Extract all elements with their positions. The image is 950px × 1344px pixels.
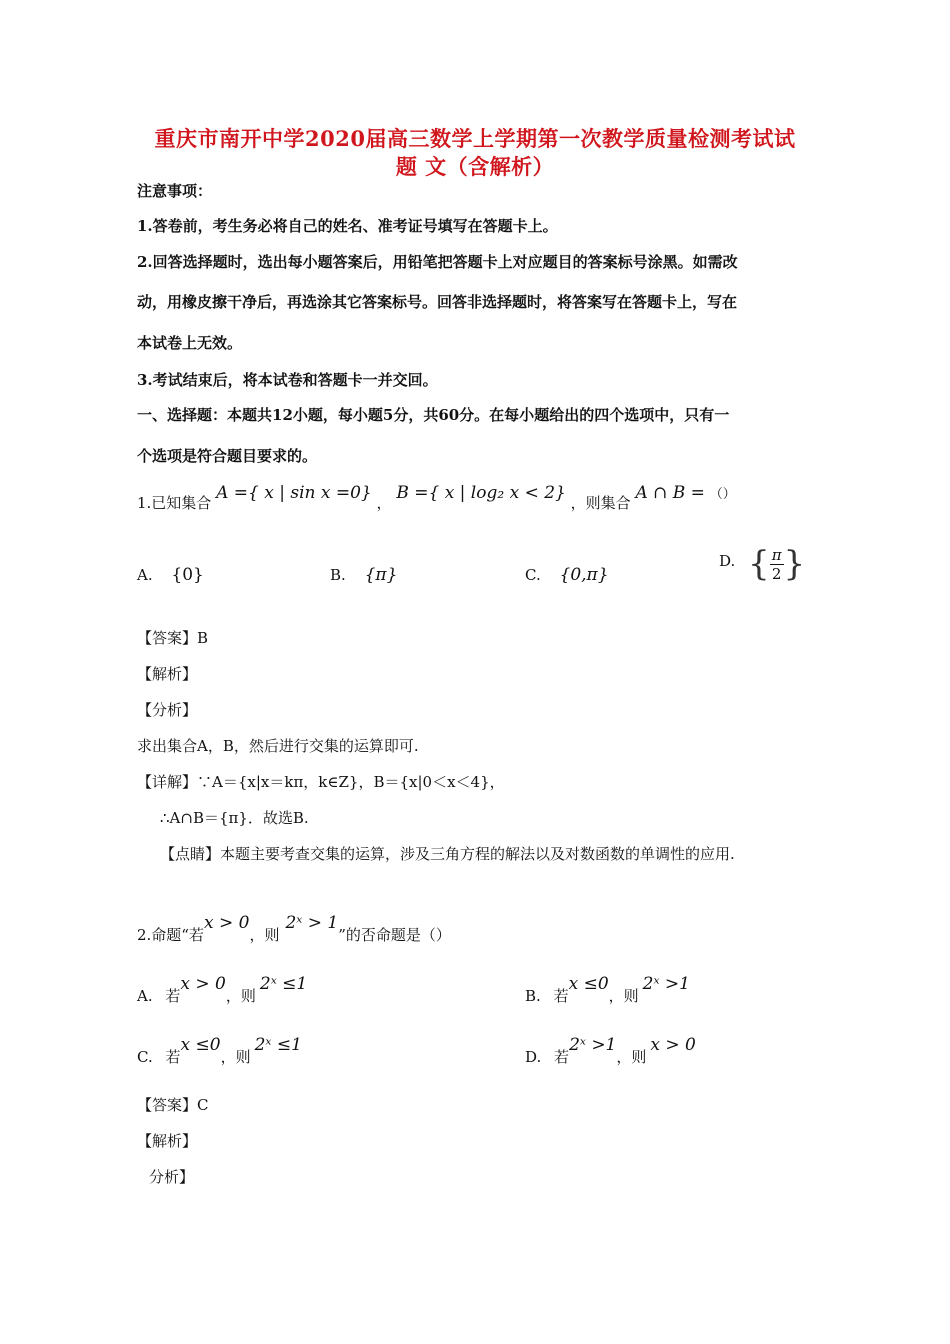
q2-option-c-ruo: 若 bbox=[165, 1048, 181, 1066]
q2-option-d-condition: 2ˣ >1 bbox=[569, 1035, 617, 1055]
section-heading-line2: 个选项是符合题目要求的。 bbox=[137, 447, 318, 465]
q2-mid: ，则 bbox=[249, 926, 280, 944]
q2-option-b-label: B. bbox=[525, 987, 541, 1005]
q2-option-b-ze: ，则 bbox=[608, 987, 639, 1005]
q1-option-d-label: D. bbox=[719, 552, 736, 570]
q1-suffix: ，则集合 bbox=[570, 494, 631, 512]
q1-option-b-label: B. bbox=[330, 566, 346, 584]
q1-option-d-fraction bbox=[770, 546, 784, 583]
q1-paren: （） bbox=[709, 487, 736, 502]
q1-option-b-value: {π} bbox=[364, 565, 398, 585]
q1-option-c-label: C. bbox=[525, 566, 541, 584]
q2-option-a-ruo: 若 bbox=[165, 987, 181, 1005]
q1-option-d-numerator: π bbox=[771, 545, 782, 564]
notice-item-3: 3.考试结束后，将本试卷和答题卡一并交回。 bbox=[137, 371, 438, 389]
question-1-stem bbox=[137, 482, 736, 512]
q1-detail-line2: ∴A∩B＝{π}．故选B. bbox=[160, 809, 309, 827]
q1-fenxi-heading: 【分析】 bbox=[137, 701, 198, 719]
q2-option-a bbox=[137, 973, 308, 1005]
notice-heading: 注意事项： bbox=[137, 182, 213, 200]
q2-option-d-ruo: 若 bbox=[554, 1048, 570, 1066]
q1-expression: A ∩ B = bbox=[635, 483, 705, 503]
q2-option-a-condition: x > 0 bbox=[180, 974, 226, 994]
q2-option-a-conclusion: 2ˣ ≤1 bbox=[259, 974, 308, 994]
doc-title-line1: 重庆市南开中学2020届高三数学上学期第一次教学质量检测考试试 bbox=[154, 126, 796, 151]
q2-option-d-label: D. bbox=[525, 1048, 542, 1066]
q1-jiexi: 【解析】 bbox=[137, 665, 198, 683]
q1-detail-line1: 【详解】∵A＝{x|x＝kπ，k∈Z}，B＝{x|0＜x＜4}， bbox=[137, 773, 505, 791]
q2-option-c-condition: x ≤0 bbox=[180, 1035, 221, 1055]
q1-option-a-value: {0} bbox=[171, 565, 204, 585]
q1-set-a: A ={ x | sin x =0} bbox=[216, 483, 372, 503]
q2-jiexi: 【解析】 bbox=[137, 1132, 198, 1150]
notice-item-2b: 动，用橡皮擦干净后，再选涂其它答案标号。回答非选择题时，将答案写在答题卡上，写在 bbox=[137, 293, 738, 311]
q2-option-c-label: C. bbox=[137, 1048, 153, 1066]
q1-fenxi-text: 求出集合A，B，然后进行交集的运算即可. bbox=[137, 737, 419, 755]
q1-option-b bbox=[330, 565, 397, 585]
q2-option-c bbox=[137, 1034, 302, 1066]
q1-separator: ， bbox=[376, 494, 392, 512]
q2-option-a-label: A. bbox=[137, 987, 153, 1005]
q2-option-d-conclusion: x > 0 bbox=[650, 1035, 696, 1055]
section-heading-line1: 一、选择题：本题共12小题，每小题5分，共60分。在每小题给出的四个选项中，只有一 bbox=[137, 406, 730, 424]
q2-option-b-conclusion: 2ˣ >1 bbox=[642, 974, 690, 994]
q2-option-d-ze: ，则 bbox=[616, 1048, 647, 1066]
q2-option-d bbox=[525, 1034, 696, 1066]
q2-option-b-ruo: 若 bbox=[553, 987, 569, 1005]
q1-comment: 【点睛】本题主要考查交集的运算，涉及三角方程的解法以及对数函数的单调性的应用. bbox=[160, 845, 735, 863]
q1-option-d-denominator: 2 bbox=[771, 564, 782, 583]
q2-option-c-conclusion: 2ˣ ≤1 bbox=[254, 1035, 302, 1055]
notice-item-2c: 本试卷上无效。 bbox=[137, 334, 243, 352]
notice-item-1: 1.答卷前，考生务必将自己的姓名、准考证号填写在答题卡上。 bbox=[137, 217, 558, 235]
q2-condition: x > 0 bbox=[203, 913, 250, 933]
q2-answer: 【答案】C bbox=[137, 1096, 209, 1114]
q1-option-d: D. { $\frac{\pi}{2}$ } bbox=[719, 544, 806, 584]
q1-answer: 【答案】B bbox=[137, 629, 209, 647]
q2-option-b bbox=[525, 973, 690, 1005]
q2-prefix: 2.命题“若 bbox=[137, 926, 204, 944]
q2-fenxi-heading: 分析】 bbox=[149, 1168, 195, 1186]
q2-suffix: ”的否命题是（） bbox=[338, 926, 451, 944]
q2-option-c-ze: ，则 bbox=[220, 1048, 251, 1066]
q1-option-c bbox=[525, 565, 609, 585]
q2-conclusion: 2ˣ > 1 bbox=[285, 913, 339, 933]
question-2-stem bbox=[137, 912, 451, 944]
doc-title-line2: 题 文（含解析） bbox=[395, 154, 555, 179]
notice-item-2a: 2.回答选择题时，选出每小题答案后，用铅笔把答题卡上对应题目的答案标号涂黑。如需改 bbox=[137, 253, 738, 271]
q2-option-b-condition: x ≤0 bbox=[568, 974, 609, 994]
q2-option-a-ze: ，则 bbox=[225, 987, 256, 1005]
q1-option-a-label: A. bbox=[137, 566, 153, 584]
q1-set-b: B ={ x | log₂ x < 2} bbox=[396, 483, 566, 503]
q1-prefix: 1.已知集合 bbox=[137, 494, 212, 512]
q1-option-c-value: {0,π} bbox=[559, 565, 609, 585]
q1-option-a bbox=[137, 565, 204, 585]
